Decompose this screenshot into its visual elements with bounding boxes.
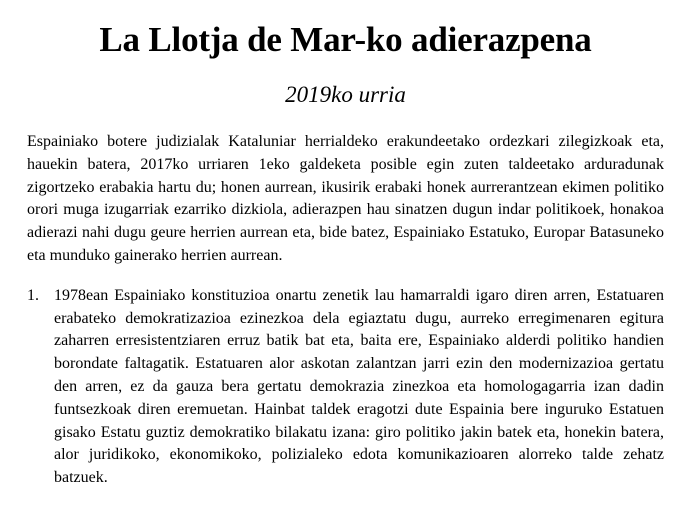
points-list	[27, 285, 664, 490]
list-item-text: 1978ean Espainiako konstituzioa onartu zenetik lau hamarraldi igaro diren arren, Estatuaren erabateko demokratizazioa ezinezkoa dela egiaztatu dugu, aurreko erregimenaren egitura zaharren erresistentziaren erruz batik bat eta, baita ere, Espainiako alderdi politiko handien borondate faltagatik. Estatuaren alor askotan zalantzan jarri ezin den modernizazioa gertatu den arren, ez da gauza bera gertatu demokrazia zinezkoa eta homologagarria izan dadin funtsezkoak diren eremuetan. Hainbat taldek eragotzi dute Espainia bere inguruko Estatuen gisako Estatu guztiz demokratiko bilakatu izana: giro politiko jakin batek eta, honekin batera, alor juridikoko, ekonomikoko, polizialeko edota komunikazioaren alorreko talde zehatz batzuek.	[54, 286, 664, 487]
intro-paragraph: Espainiako botere judizialak Kataluniar herrialdeko erakundeetako ordezkari zilegizkoak eta, hauekin batera, 2017ko urriaren 1eko galdeketa posible egin zuten taldeetako arduradunak zigortzeko erabakia hartu du; honen aurrean, ikusirik erabaki honek aurrerantzean ekimen politiko orori muga izugarriak ezarriko dizkiola, adierazpen hau sinatzen dugun indar politikoek, honakoa adierazi nahi dugu geure herrien aurrean eta, bide batez, Espainiako Estatuko, Europar Batasuneko eta munduko gainerako herrien aurrean.	[27, 133, 664, 264]
list-item	[27, 285, 664, 490]
document-title: La Llotja de Mar-ko adierazpena	[99, 20, 592, 59]
list-item-number: 1.	[27, 286, 39, 304]
document-date: 2019ko urria	[285, 82, 406, 107]
